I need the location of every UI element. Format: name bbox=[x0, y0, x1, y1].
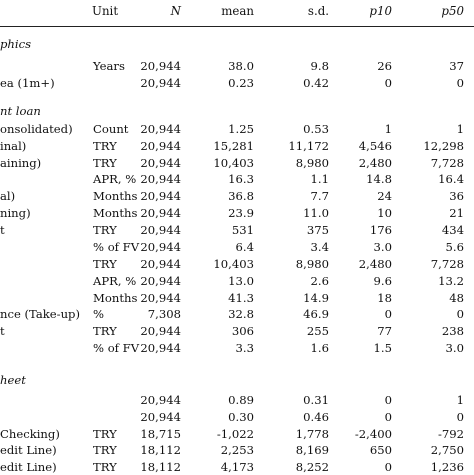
row-label: inal) bbox=[0, 138, 27, 153]
row-label: t bbox=[0, 324, 5, 339]
row-p50: 238 bbox=[441, 324, 464, 339]
row-unit: TRY bbox=[93, 443, 117, 458]
row-mean: 10,403 bbox=[213, 257, 254, 271]
row-unit: TRY bbox=[93, 460, 117, 475]
row-unit: Count bbox=[93, 122, 129, 136]
row-unit: TRY bbox=[93, 426, 117, 441]
row-sd: 14.9 bbox=[303, 290, 329, 305]
row-p10: 77 bbox=[377, 324, 392, 339]
row-sd: 1.6 bbox=[310, 341, 329, 355]
row-mean: 23.9 bbox=[228, 206, 254, 220]
section-title-text: phics bbox=[0, 37, 32, 51]
row-unit: TRY bbox=[93, 222, 117, 237]
row-unit: Months bbox=[93, 290, 138, 305]
row-sd: 9.8 bbox=[310, 59, 329, 73]
row-mean: 306 bbox=[231, 324, 254, 339]
row-sd: 2.6 bbox=[310, 273, 329, 288]
row-mean: 4,173 bbox=[220, 460, 254, 475]
row-n: 20,944 bbox=[140, 290, 181, 305]
row-sd: 46.9 bbox=[303, 307, 329, 322]
row-mean: 41.3 bbox=[228, 290, 254, 305]
table-row bbox=[0, 75, 474, 91]
table-header-row bbox=[0, 3, 474, 19]
row-label: nce (Take-up) bbox=[0, 307, 80, 322]
section-title bbox=[0, 372, 474, 388]
row-p10: 1.5 bbox=[373, 341, 392, 355]
row-sd: 3.4 bbox=[310, 239, 329, 254]
row-sd: 1,778 bbox=[295, 426, 329, 441]
row-p50: 2,750 bbox=[430, 443, 464, 458]
table-row bbox=[0, 409, 474, 425]
row-mean: 15,281 bbox=[213, 138, 254, 153]
table-row bbox=[0, 239, 474, 255]
row-label: al) bbox=[0, 189, 16, 204]
row-mean: 32.8 bbox=[228, 307, 254, 322]
header-n: N bbox=[170, 4, 181, 18]
row-p50: 37 bbox=[449, 59, 464, 73]
row-sd: 375 bbox=[306, 222, 329, 237]
row-mean: 36.8 bbox=[228, 189, 254, 204]
table-row bbox=[0, 188, 474, 204]
row-unit: TRY bbox=[93, 324, 117, 339]
row-mean: -1,022 bbox=[216, 426, 254, 441]
row-label: aining) bbox=[0, 155, 42, 170]
row-n: 20,944 bbox=[140, 239, 181, 254]
row-mean: 6.4 bbox=[235, 239, 254, 254]
row-label: ea (1m+) bbox=[0, 75, 55, 90]
row-n: 20,944 bbox=[140, 59, 181, 73]
row-p50: 1 bbox=[456, 122, 464, 136]
row-p10: 4,546 bbox=[358, 138, 392, 153]
row-p50: 1 bbox=[456, 393, 464, 407]
row-p10: 2,480 bbox=[358, 257, 392, 271]
table-row bbox=[0, 323, 474, 339]
table-row bbox=[0, 58, 474, 74]
row-label: edit Line) bbox=[0, 460, 57, 475]
row-label: edit Line) bbox=[0, 443, 57, 458]
row-n: 20,944 bbox=[140, 324, 181, 339]
row-p10: 3.0 bbox=[373, 239, 392, 254]
row-p50: 48 bbox=[449, 290, 464, 305]
row-unit: % of FV bbox=[93, 239, 140, 254]
row-p10: 0 bbox=[384, 409, 392, 424]
table-row bbox=[0, 273, 474, 289]
row-p50: 7,728 bbox=[430, 257, 464, 271]
row-p10: 0 bbox=[384, 307, 392, 322]
row-sd: 255 bbox=[306, 324, 329, 339]
table-row bbox=[0, 426, 474, 442]
row-p50: 36 bbox=[449, 189, 464, 204]
header-p10: p10 bbox=[369, 4, 392, 18]
row-unit: TRY bbox=[93, 138, 117, 153]
row-n: 20,944 bbox=[140, 257, 181, 271]
row-p50: 7,728 bbox=[430, 155, 464, 170]
row-sd: 0.46 bbox=[303, 409, 329, 424]
row-p50: 12,298 bbox=[423, 138, 464, 153]
header-sd: s.d. bbox=[307, 4, 329, 18]
row-sd: 8,252 bbox=[295, 460, 329, 475]
row-n: 20,944 bbox=[140, 341, 181, 355]
row-mean: 0.23 bbox=[228, 75, 254, 90]
row-sd: 0.53 bbox=[303, 122, 329, 136]
table-row bbox=[0, 171, 474, 187]
section-title-text: heet bbox=[0, 373, 26, 387]
row-n: 18,112 bbox=[140, 443, 181, 458]
row-unit: % bbox=[93, 307, 105, 322]
row-p50: 1,236 bbox=[430, 460, 464, 475]
row-n: 20,944 bbox=[140, 122, 181, 136]
row-p10: 1 bbox=[384, 122, 392, 136]
row-n: 18,715 bbox=[140, 426, 181, 441]
table-row bbox=[0, 340, 474, 356]
row-p10: 650 bbox=[369, 443, 392, 458]
row-p50: 0 bbox=[456, 409, 464, 424]
row-unit: APR, % bbox=[93, 172, 137, 187]
row-unit: Years bbox=[93, 59, 125, 73]
row-sd: 8,980 bbox=[295, 257, 329, 271]
row-sd: 11.0 bbox=[303, 206, 329, 220]
row-p50: 0 bbox=[456, 307, 464, 322]
row-mean: 13.0 bbox=[228, 273, 254, 288]
row-sd: 11,172 bbox=[288, 138, 329, 153]
row-mean: 0.89 bbox=[228, 393, 254, 407]
row-unit: TRY bbox=[93, 257, 117, 271]
row-mean: 16.3 bbox=[228, 172, 254, 187]
row-p10: 2,480 bbox=[358, 155, 392, 170]
row-sd: 8,980 bbox=[295, 155, 329, 170]
row-label: ning) bbox=[0, 206, 31, 220]
section-title bbox=[0, 36, 474, 52]
row-n: 18,112 bbox=[140, 460, 181, 475]
row-unit: Months bbox=[93, 206, 138, 220]
row-p10: 26 bbox=[377, 59, 392, 73]
row-label: onsolidated) bbox=[0, 122, 73, 136]
row-p50: -792 bbox=[437, 426, 464, 441]
header-unit: Unit bbox=[92, 4, 119, 18]
row-n: 20,944 bbox=[140, 273, 181, 288]
row-mean: 0.30 bbox=[228, 409, 254, 424]
row-sd: 0.31 bbox=[303, 393, 329, 407]
row-label: t bbox=[0, 222, 5, 237]
row-p10: 9.6 bbox=[373, 273, 392, 288]
table-row bbox=[0, 306, 474, 322]
row-mean: 10,403 bbox=[213, 155, 254, 170]
table-row bbox=[0, 442, 474, 458]
row-n: 20,944 bbox=[140, 222, 181, 237]
row-p50: 3.0 bbox=[445, 341, 464, 355]
row-p10: 0 bbox=[384, 75, 392, 90]
row-p50: 13.2 bbox=[438, 273, 464, 288]
row-sd: 8,169 bbox=[295, 443, 329, 458]
top-rule bbox=[0, 26, 474, 27]
row-label: Checking) bbox=[0, 426, 60, 441]
row-p10: 10 bbox=[377, 206, 392, 220]
row-p50: 0 bbox=[456, 75, 464, 90]
row-n: 20,944 bbox=[140, 138, 181, 153]
row-sd: 0.42 bbox=[303, 75, 329, 90]
table-row bbox=[0, 138, 474, 154]
row-p10: 18 bbox=[377, 290, 392, 305]
row-unit: Months bbox=[93, 189, 138, 204]
header-p50: p50 bbox=[441, 4, 464, 18]
row-unit: % of FV bbox=[93, 341, 140, 355]
row-p10: 24 bbox=[377, 189, 392, 204]
table-row bbox=[0, 155, 474, 171]
row-p10: 176 bbox=[369, 222, 392, 237]
row-n: 20,944 bbox=[140, 75, 181, 90]
row-sd: 7.7 bbox=[310, 189, 329, 204]
row-mean: 2,253 bbox=[220, 443, 254, 458]
row-n: 20,944 bbox=[140, 189, 181, 204]
row-mean: 1.25 bbox=[228, 122, 254, 136]
table-row bbox=[0, 290, 474, 306]
table-row bbox=[0, 392, 474, 408]
row-sd: 1.1 bbox=[310, 172, 329, 187]
row-p50: 5.6 bbox=[445, 239, 464, 254]
table-row bbox=[0, 222, 474, 238]
row-n: 20,944 bbox=[140, 155, 181, 170]
table-row bbox=[0, 205, 474, 221]
row-p50: 21 bbox=[449, 206, 464, 220]
section-title bbox=[0, 103, 474, 119]
row-n: 20,944 bbox=[140, 409, 181, 424]
header-mean: mean bbox=[221, 4, 254, 18]
row-p50: 434 bbox=[441, 222, 464, 237]
table-row bbox=[0, 459, 474, 475]
row-mean: 38.0 bbox=[228, 59, 254, 73]
row-p10: -2,400 bbox=[354, 426, 392, 441]
row-p10: 0 bbox=[384, 393, 392, 407]
row-p10: 0 bbox=[384, 460, 392, 475]
table-row bbox=[0, 121, 474, 137]
row-unit: TRY bbox=[93, 155, 117, 170]
row-n: 20,944 bbox=[140, 393, 181, 407]
table-row bbox=[0, 256, 474, 272]
row-n: 7,308 bbox=[147, 307, 181, 322]
section-title-text: nt loan bbox=[0, 104, 41, 118]
row-n: 20,944 bbox=[140, 172, 181, 187]
row-mean: 531 bbox=[231, 222, 254, 237]
row-n: 20,944 bbox=[140, 206, 181, 220]
row-p50: 16.4 bbox=[438, 172, 464, 187]
row-p10: 14.8 bbox=[366, 172, 392, 187]
row-unit: APR, % bbox=[93, 273, 137, 288]
row-mean: 3.3 bbox=[235, 341, 254, 355]
